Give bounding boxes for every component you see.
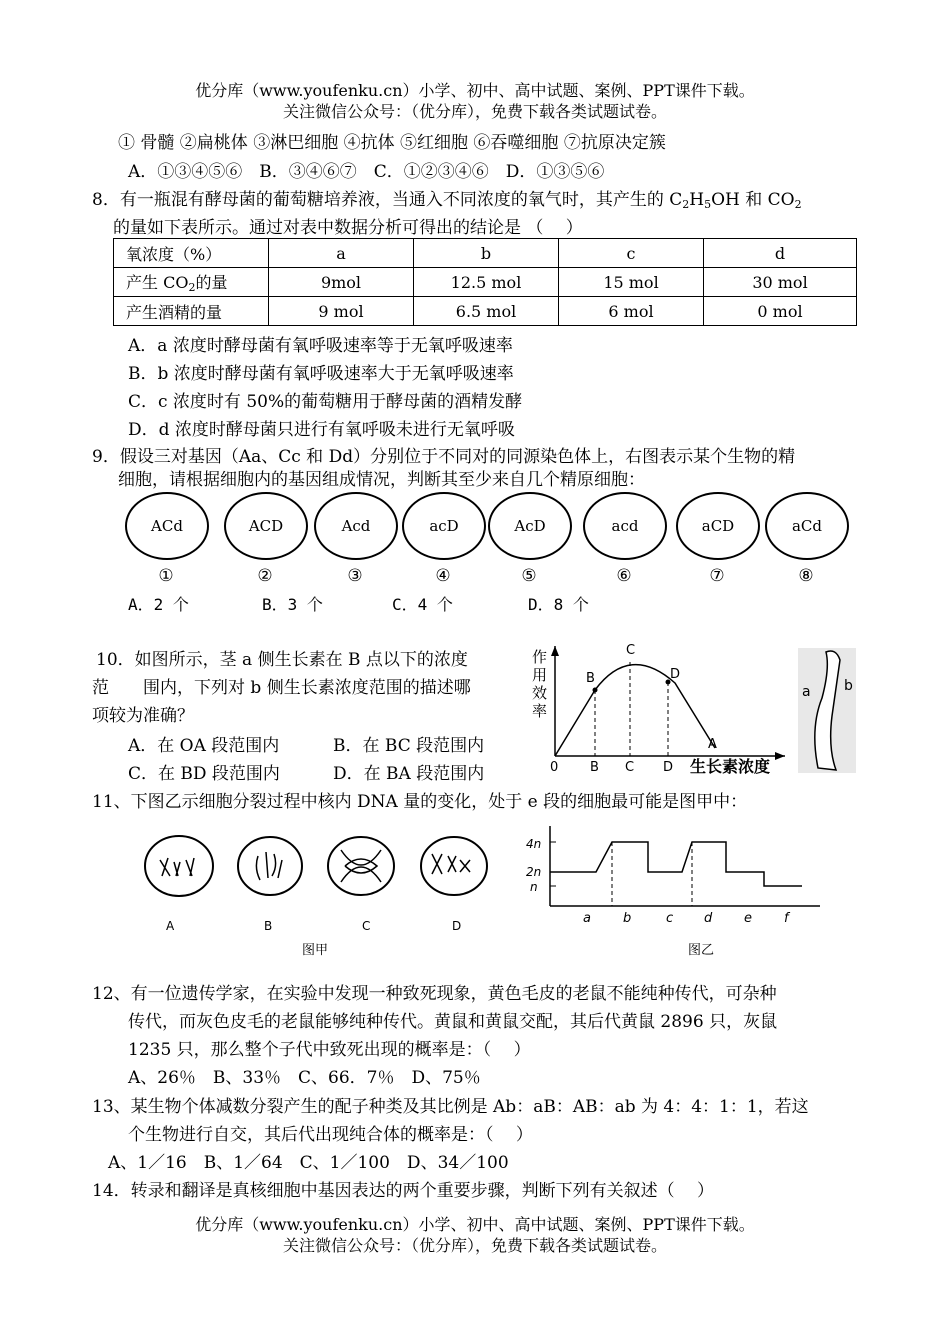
sperm-cell-2: ACD bbox=[224, 492, 308, 560]
q10-option-a: A．在 OA 段范围内 bbox=[128, 736, 280, 756]
segment-c: c bbox=[666, 911, 674, 926]
q8-option-a: A．a 浓度时酵母菌有氧呼吸速率等于无氧呼吸速率 bbox=[128, 336, 513, 356]
q9-stem-line-1: 9．假设三对基因（Aa、Cc 和 Dd）分别位于不同对的同源染色体上，右图表示某个生物的精 bbox=[92, 447, 796, 467]
table-cell: 6.5 mol bbox=[414, 297, 559, 326]
table-row bbox=[114, 239, 857, 268]
q10-stem-line-3: 项较为准确？ bbox=[92, 706, 194, 726]
stem-label-b: b bbox=[844, 678, 853, 694]
sperm-cell-6: acd bbox=[583, 492, 667, 560]
q8-stem-line-2: 的量如下表所示。通过对表中数据分析可得出的结论是 （ ） bbox=[113, 218, 583, 238]
table-cell: 产生酒精的量 bbox=[114, 297, 269, 326]
q10-option-b: B．在 BC 段范围内 bbox=[333, 736, 485, 756]
point-label-c: C bbox=[626, 643, 636, 658]
xtick-d: D bbox=[663, 760, 674, 775]
cell-number-1: ① bbox=[158, 566, 174, 586]
cell-d bbox=[421, 837, 487, 895]
q10-option-d: D．在 BA 段范围内 bbox=[333, 764, 485, 784]
sperm-cell-3: Acd bbox=[314, 492, 398, 560]
auxin-graph bbox=[530, 638, 860, 778]
curve bbox=[555, 665, 715, 756]
sperm-cell-4: acD bbox=[402, 492, 486, 560]
sperm-cell-8: aCd bbox=[765, 492, 849, 560]
q9-stem-line-2: 细胞，请根据细胞内的基因组成情况，判断其至少来自几个精原细胞： bbox=[118, 470, 645, 490]
table-cell: d bbox=[704, 239, 857, 268]
header-line-2: 关注微信公众号：（优分库），免费下载各类试题试卷。 bbox=[282, 102, 667, 121]
cell-number-8: ⑧ bbox=[798, 566, 814, 586]
q14-stem: 14．转录和翻译是真核细胞中基因表达的两个重要步骤，判断下列有关叙述（ ） bbox=[92, 1181, 715, 1201]
ylabel-1: 作 bbox=[532, 648, 548, 666]
q12-stem-line-1: 12、有一位遗传学家，在实验中发现一种致死现象，黄色毛皮的老鼠不能纯种传代，可杂种 bbox=[92, 984, 777, 1004]
header-line-1: 优分库（www.youfenku.cn）小学、初中、高中试题、案例、PPT课件下载。 bbox=[195, 81, 755, 100]
q10-stem-line-1: 10．如图所示，茎 a 侧生长素在 B 点以下的浓度 bbox=[96, 650, 468, 670]
q13-options: A、1／16 B、1／64 C、1／100 D、34／100 bbox=[108, 1153, 509, 1173]
table-cell: 9mol bbox=[269, 268, 414, 297]
q11-stem: 11、下图乙示细胞分裂过程中核内 DNA 量的变化，处于 e 段的细胞最可能是图甲中： bbox=[92, 792, 748, 812]
table-cell: b bbox=[414, 239, 559, 268]
point-label-a: A bbox=[708, 737, 717, 752]
q9-option-a: A．2 个 bbox=[128, 595, 189, 614]
q13-stem-line-2: 个生物进行自交，其后代出现纯合体的概率是：（ ） bbox=[128, 1125, 533, 1145]
table-cell: 9 mol bbox=[269, 297, 414, 326]
stem-label-a: a bbox=[802, 684, 811, 700]
figure-jia-title: 图甲 bbox=[302, 943, 329, 958]
sperm-cell-5: AcD bbox=[488, 492, 572, 560]
segment-b: b bbox=[623, 911, 632, 926]
q9-option-c: C．4 个 bbox=[392, 595, 453, 614]
table-cell: 氧浓度（%） bbox=[114, 239, 269, 268]
xtick-b: B bbox=[590, 760, 599, 775]
cell-number-3: ③ bbox=[347, 566, 363, 586]
table-cell: 15 mol bbox=[559, 268, 704, 297]
q12-stem-line-2: 传代，而灰色皮毛的老鼠能够纯种传代。黄鼠和黄鼠交配，其后代黄鼠 2896 只，灰鼠 bbox=[128, 1012, 778, 1032]
cell-number-7: ⑦ bbox=[709, 566, 725, 586]
level-2n: 2n bbox=[526, 865, 542, 879]
table-cell: a bbox=[269, 239, 414, 268]
dna-line bbox=[550, 842, 802, 886]
q8-option-c: C．c 浓度时有 50%的葡萄糖用于酵母菌的酒精发酵 bbox=[128, 392, 523, 412]
table-cell: 6 mol bbox=[559, 297, 704, 326]
cell-label-c: C bbox=[362, 919, 371, 933]
segment-e: e bbox=[744, 911, 752, 926]
point-label-b: B bbox=[586, 671, 595, 686]
q10-stem-line-2: 范 围内，下列对 b 侧生长素浓度范围的描述哪 bbox=[92, 678, 471, 698]
level-n: n bbox=[530, 880, 538, 894]
q8-data-table bbox=[113, 238, 857, 326]
q13-stem-line-1: 13、某生物个体减数分裂产生的配子种类及其比例是 Ab：aB：AB：ab 为 4：4：1：1，若这 bbox=[92, 1097, 809, 1117]
q10-option-c: C．在 BD 段范围内 bbox=[128, 764, 280, 784]
point-b-dot bbox=[593, 688, 598, 693]
cell-label-b: B bbox=[264, 919, 273, 933]
q8-option-d: D．d 浓度时酵母菌只进行有氧呼吸未进行无氧呼吸 bbox=[128, 420, 515, 440]
cell-label-d: D bbox=[452, 919, 462, 933]
q7-options: A．①③④⑤⑥ B．③④⑥⑦ C．①②③④⑥ D．①③⑤⑥ bbox=[128, 162, 605, 182]
dna-graph bbox=[520, 820, 830, 962]
cell-number-6: ⑥ bbox=[616, 566, 632, 586]
y-axis-arrow bbox=[551, 646, 559, 656]
sperm-cell-7: aCD bbox=[676, 492, 760, 560]
xtick-c: C bbox=[625, 760, 635, 775]
table-cell: 0 mol bbox=[704, 297, 857, 326]
q9-option-d: D．8 个 bbox=[528, 595, 589, 614]
q9-option-b: B．3 个 bbox=[262, 595, 323, 614]
table-row bbox=[114, 268, 857, 297]
q7-items: ① 骨髓 ②扁桃体 ③淋巴细胞 ④抗体 ⑤红细胞 ⑥吞噬细胞 ⑦抗原决定簇 bbox=[118, 133, 666, 153]
q12-options: A、26％ B、33％ C、66．7％ D、75％ bbox=[128, 1068, 481, 1088]
ylabel-3: 效 bbox=[532, 684, 548, 702]
xlabel: 生长素浓度 bbox=[690, 757, 771, 776]
origin-label: 0 bbox=[550, 760, 559, 775]
cell-division-figure-a bbox=[140, 820, 510, 962]
sperm-cell-1: ACd bbox=[125, 492, 209, 560]
ylabel-4: 率 bbox=[532, 702, 548, 720]
cell-label-a: A bbox=[166, 919, 175, 933]
cell-number-2: ② bbox=[257, 566, 273, 586]
table-cell: c bbox=[559, 239, 704, 268]
segment-a: a bbox=[583, 911, 591, 926]
q12-stem-line-3: 1235 只，那么整个子代中致死出现的概率是：（ ） bbox=[128, 1040, 531, 1060]
ylabel-2: 用 bbox=[532, 666, 548, 684]
q8-stem-line-1: 8．有一瓶混有酵母菌的葡萄糖培养液，当通入不同浓度的氧气时，其产生的 $C_2H_5OH$ 和 $CO_2$ bbox=[92, 190, 802, 211]
cell-b bbox=[238, 837, 302, 895]
segment-f: f bbox=[784, 911, 789, 926]
cell-number-5: ⑤ bbox=[521, 566, 537, 586]
table-cell: 12.5 mol bbox=[414, 268, 559, 297]
cell-number-4: ④ bbox=[435, 566, 451, 586]
figure-yi-title: 图乙 bbox=[688, 943, 715, 958]
x-axis-arrow bbox=[775, 752, 785, 760]
cell-c bbox=[328, 837, 394, 895]
table-row bbox=[114, 297, 857, 326]
segment-d: d bbox=[704, 911, 713, 926]
footer-line-1: 优分库（www.youfenku.cn）小学、初中、高中试题、案例、PPT课件下载。 bbox=[195, 1215, 755, 1234]
footer-line-2: 关注微信公众号：（优分库），免费下载各类试题试卷。 bbox=[282, 1236, 667, 1255]
table-cell: 产生 $CO_2$的量 bbox=[114, 268, 269, 297]
q8-option-b: B．b 浓度时酵母菌有氧呼吸速率大于无氧呼吸速率 bbox=[128, 364, 514, 384]
point-label-d: D bbox=[670, 667, 681, 682]
level-4n: 4n bbox=[526, 837, 542, 851]
table-cell: 30 mol bbox=[704, 268, 857, 297]
